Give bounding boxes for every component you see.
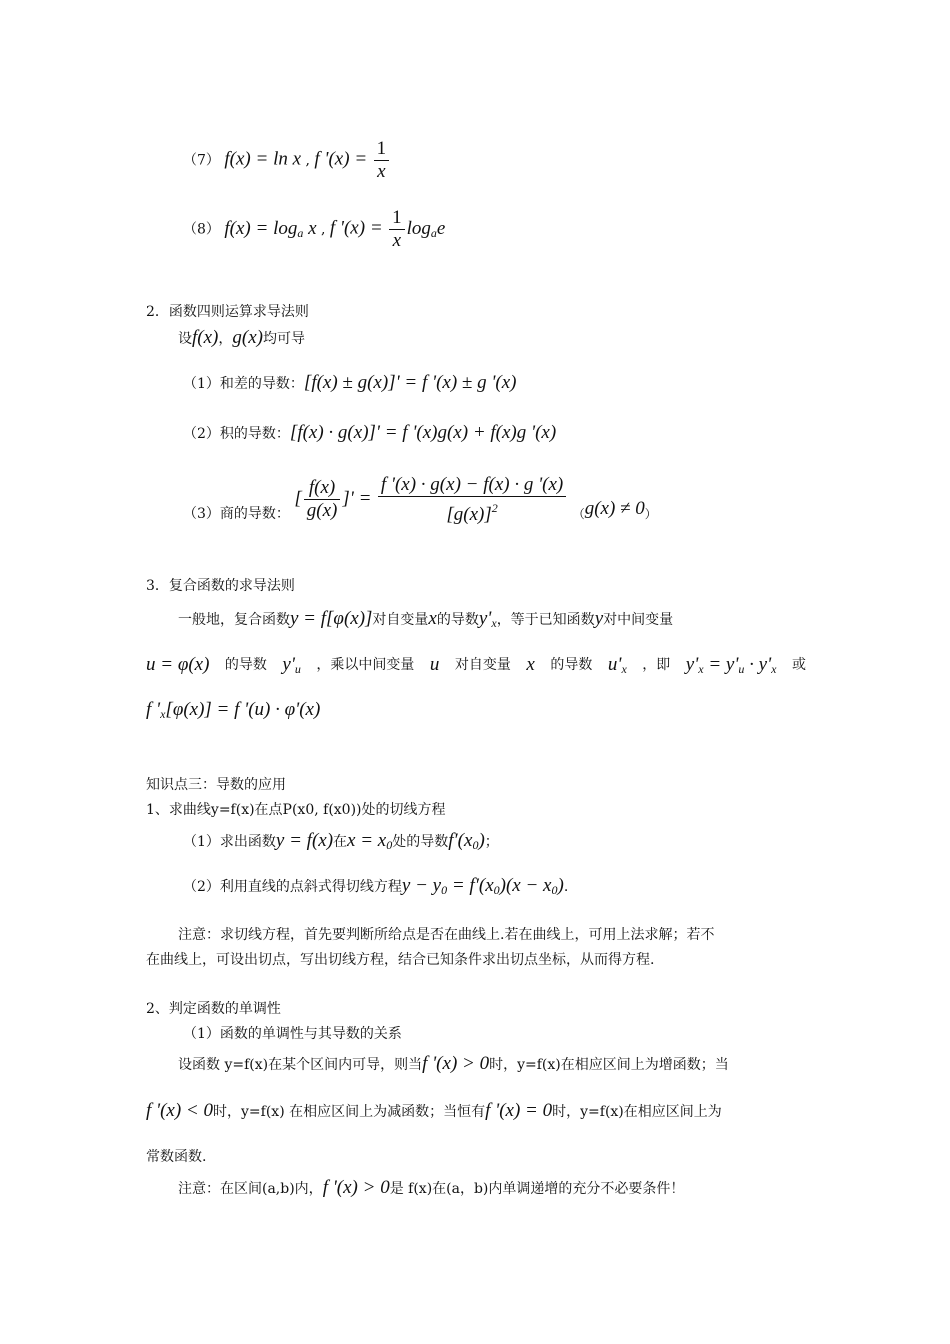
prime-eq: ' = xyxy=(349,488,372,509)
f: f ' xyxy=(146,699,161,720)
fraction-numerator: 1 xyxy=(389,207,405,230)
formula-item-8 xyxy=(183,207,445,252)
text: . xyxy=(563,879,569,895)
deriv-sub: x xyxy=(621,662,627,676)
fraction-numerator: f(x) xyxy=(304,477,341,500)
formula: f '(x) < 0 xyxy=(146,1100,214,1121)
condition-open: （ xyxy=(572,507,585,521)
quotient-lhs: [ $\frac{f(x)}{g(x)}$ ]' = xyxy=(294,477,372,522)
fraction xyxy=(374,138,390,183)
section-2-heading: 2．函数四则运算求导法则 xyxy=(146,304,309,320)
text: 处的导数 xyxy=(392,834,449,850)
text: 时，y=f(x) 在相应区间上为减函数；当恒有 xyxy=(213,1104,486,1120)
intro-f: f(x) xyxy=(192,327,219,348)
monotonic-line-1 xyxy=(178,1054,729,1075)
text: 一般地，复合函数 xyxy=(178,612,290,628)
sub-b: 0 xyxy=(493,883,500,897)
lhs-sub: a xyxy=(297,225,304,240)
formula xyxy=(282,655,301,679)
rule-sum xyxy=(183,373,516,394)
fraction xyxy=(378,474,566,526)
item-label: （8） xyxy=(183,221,220,238)
rule-formula: [f(x) ± g(x)]' = f '(x) ± g '(x) xyxy=(303,372,517,393)
den-text: [g(x)] xyxy=(446,504,492,525)
var-x: x xyxy=(526,654,535,675)
f1: y' xyxy=(685,654,699,675)
tangent-heading: 1、求曲线y=f(x)在点P(x0, f(x0))处的切线方程 xyxy=(146,802,446,818)
text: （1）求出函数 xyxy=(183,834,276,850)
formula xyxy=(347,830,392,851)
deriv: y' xyxy=(478,608,492,629)
mid1: = y' xyxy=(703,654,739,675)
rest: [φ(x)] = f '(u) · φ'(x) xyxy=(165,699,321,720)
text: 的导数 xyxy=(224,657,267,673)
text: 是 f(x)在(a，b)内单调递增的充分不必要条件！ xyxy=(389,1181,685,1197)
f-b: = f′(x xyxy=(447,875,494,896)
monotonic-sub-heading: （1）函数的单调性与其导数的关系 xyxy=(183,1026,402,1042)
composite-line-2 xyxy=(146,655,806,679)
text: ，乘以中间变量 xyxy=(316,657,415,673)
fraction xyxy=(389,207,405,252)
note-1-line-1: 注意：求切线方程，首先要判断所给点是否在曲线上.若在曲线上，可用上法求解；若不 xyxy=(178,927,715,943)
item-label: （7） xyxy=(183,152,220,169)
text: ，即 xyxy=(642,657,671,673)
deriv: y' xyxy=(282,654,295,675)
text: 对自变量 xyxy=(372,612,429,628)
text: 的导数 xyxy=(550,657,593,673)
f-d: ) xyxy=(557,875,564,896)
x0: x = x xyxy=(347,830,387,851)
formula: f '(x) > 0 xyxy=(322,1177,390,1198)
deriv: u' xyxy=(607,654,622,675)
formula xyxy=(686,655,777,679)
formula xyxy=(146,699,320,720)
formula: y = f(x) xyxy=(275,830,334,851)
separator: , xyxy=(320,221,326,238)
rule-quotient xyxy=(183,474,657,526)
rhs-sub: a xyxy=(430,225,437,240)
justified-line xyxy=(146,655,806,679)
sub-c: 0 xyxy=(551,883,558,897)
formula xyxy=(479,608,497,629)
f-c: )(x − x xyxy=(499,875,552,896)
fprime-sub: 0 xyxy=(472,838,479,852)
text: 时，y=f(x)在相应区间上为 xyxy=(552,1104,722,1120)
text: 对自变量 xyxy=(454,657,511,673)
sub2: u xyxy=(738,662,745,676)
text: 时，y=f(x)在相应区间上为增函数；当 xyxy=(489,1057,729,1073)
formula xyxy=(448,830,485,851)
monotonic-heading: 2、判定函数的单调性 xyxy=(146,1001,281,1017)
sub1: x xyxy=(698,662,704,676)
rule-label: （1）和差的导数： xyxy=(183,376,304,392)
fraction-numerator: 1 xyxy=(374,138,390,161)
var-u: u xyxy=(429,654,440,675)
formula: u = φ(x) xyxy=(146,654,210,675)
section-2-intro xyxy=(178,328,305,349)
fraction-numerator: f '(x) · g(x) − f(x) · g '(x) xyxy=(378,474,566,497)
x0-sub: 0 xyxy=(386,838,393,852)
formula xyxy=(608,655,627,679)
text: ，等于已知函数 xyxy=(496,612,595,628)
deriv-sub: u xyxy=(294,662,301,676)
text: 对中间变量 xyxy=(603,612,674,628)
sub: x xyxy=(160,707,166,721)
rhs-e: e xyxy=(436,217,446,239)
rule-product xyxy=(183,423,556,444)
lhs-tail: x xyxy=(303,217,317,239)
tangent-step-1 xyxy=(183,831,499,855)
rule-label: （2）积的导数： xyxy=(183,426,290,442)
lhs-text: f(x) = log xyxy=(224,217,298,239)
fraction-denominator: x xyxy=(377,161,386,182)
fprime: f′(x xyxy=(448,830,473,851)
formula-rhs: f '(x) = xyxy=(314,148,368,170)
separator: , xyxy=(305,152,310,169)
formula-rhs-tail xyxy=(407,218,446,239)
fprime-end: ) xyxy=(478,830,485,851)
sub-a: 0 xyxy=(441,883,448,897)
mid2: · y' xyxy=(744,654,772,675)
text: （2）利用直线的点斜式得切线方程 xyxy=(183,879,402,895)
monotonic-line-2 xyxy=(146,1101,722,1122)
section-3-heading: 3．复合函数的求导法则 xyxy=(146,578,295,594)
formula xyxy=(402,875,564,896)
formula: f '(x) = 0 xyxy=(485,1100,553,1121)
sub3: x xyxy=(771,662,777,676)
intro-text: 设 xyxy=(178,331,192,347)
formula-item-7 xyxy=(183,138,391,183)
note-1-line-2: 在曲线上，可设出切点，写出切线方程，结合已知条件求出切点坐标，从而得方程. xyxy=(146,952,655,968)
fraction-denominator: x xyxy=(392,230,402,251)
var-x: x xyxy=(428,608,437,629)
fraction-denominator: g(x) xyxy=(306,500,338,522)
condition: g(x) ≠ 0 xyxy=(584,498,645,519)
knowledge-3-heading: 知识点三：导数的应用 xyxy=(146,777,286,793)
text: 在 xyxy=(333,834,348,850)
var-y: y xyxy=(594,608,604,629)
rule-formula: [f(x) · g(x)]' = f '(x)g(x) + f(x)g '(x) xyxy=(289,422,557,443)
monotonic-line-3: 常数函数. xyxy=(146,1149,207,1165)
text: ； xyxy=(484,834,499,850)
tangent-step-2 xyxy=(183,876,568,900)
deriv-sub: x xyxy=(491,616,497,630)
formula: y = f[φ(x)] xyxy=(290,608,373,629)
formula: f '(x) > 0 xyxy=(422,1053,490,1074)
composite-line-3 xyxy=(146,700,320,724)
fraction xyxy=(304,477,341,522)
fraction-denominator xyxy=(378,497,566,526)
rule-label: （3）商的导数： xyxy=(183,506,290,522)
rhs-log: log xyxy=(406,217,431,239)
composite-line-1 xyxy=(178,609,673,633)
formula-rhs: f '(x) = xyxy=(329,217,383,239)
f-a: y − y xyxy=(401,875,442,896)
intro-g: g(x) xyxy=(232,327,263,348)
text: 或 xyxy=(792,657,806,673)
intro-post: 均可导 xyxy=(262,331,305,347)
note-2 xyxy=(178,1178,684,1199)
intro-sep: ， xyxy=(218,331,233,347)
text: 的导数 xyxy=(436,612,479,628)
condition-close: ） xyxy=(644,507,657,521)
formula-lhs: f(x) = ln x xyxy=(224,148,302,170)
den-sup: 2 xyxy=(491,501,498,515)
text: 设函数 y=f(x)在某个区间内可导，则当 xyxy=(178,1057,423,1073)
text: 注意：在区间(a,b)内， xyxy=(178,1181,323,1197)
formula-lhs xyxy=(224,218,316,239)
